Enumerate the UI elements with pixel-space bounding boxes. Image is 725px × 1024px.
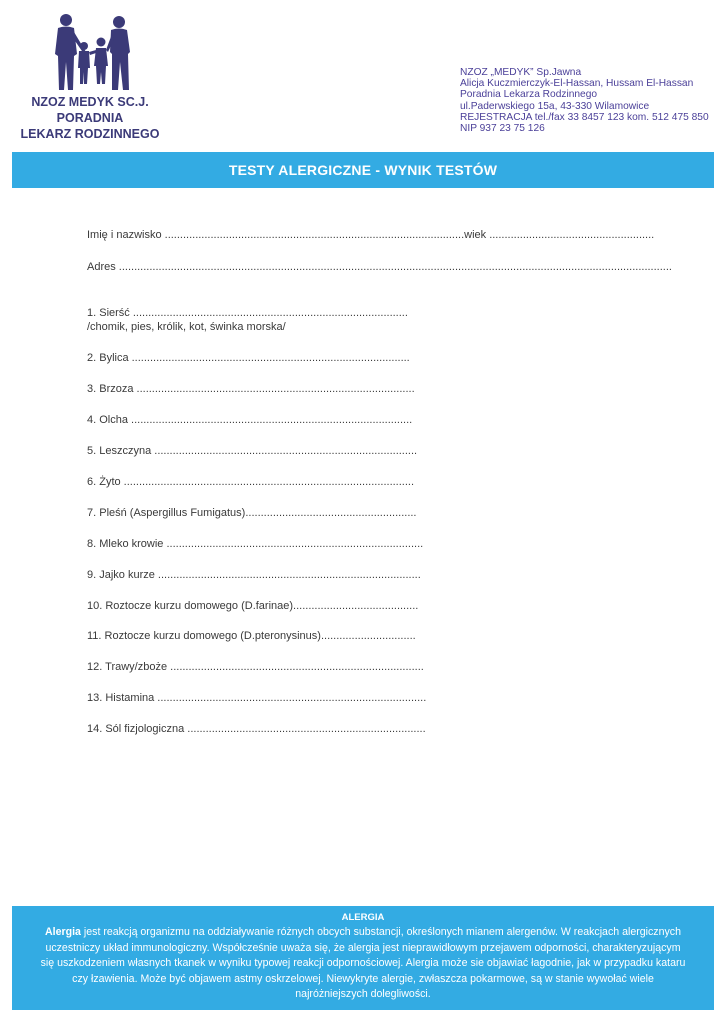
test-item-10[interactable]: 10. Roztocze kurzu domowego (D.farinae).........................................: [87, 600, 419, 612]
allergy-line-4: czy łzawienia. Może być objawem astmy oskrzelowej. Niewykryte alergie, zwłaszcza pokarmowe, są w stanie wywołać wiele: [72, 972, 654, 985]
title-bar: [12, 152, 714, 188]
test-item-9[interactable]: 9. Jajko kurze ......................................................................................: [87, 569, 421, 581]
clinic-name-line-2: PORADNIA: [56, 111, 124, 125]
contact-address: ul.Paderwskiego 15a, 43-330 Wilamowice: [460, 100, 650, 112]
allergy-line-3: się uszkodzeniem własnych tkanek w wyniku typowej reakcji odpornościowej. Alergia może sie objawiać łagodnie, jak w przypadku kataru: [40, 957, 686, 969]
contact-block: [460, 67, 709, 134]
test-item-1[interactable]: [87, 307, 408, 333]
test-item-4[interactable]: 4. Olcha ............................................................................................: [87, 414, 413, 426]
test-item-5[interactable]: 5. Leszczyna ......................................................................................: [87, 445, 418, 457]
page-title: TESTY ALERGICZNE - WYNIK TESTÓW: [228, 162, 498, 178]
allergy-info-box: [12, 906, 714, 1010]
test-item-3[interactable]: 3. Brzoza ...........................................................................................: [87, 383, 415, 395]
test-item-6[interactable]: 6. Żyto ...............................................................................................: [87, 476, 415, 488]
contact-owners: Alicja Kuczmierczyk-El-Hassan, Hussam El-Hassan: [460, 78, 694, 90]
allergy-line-1: jest reakcją organizmu na oddziaływanie różnych obcych substancji, określonych mianem alergenów. W reakcjach alergicznych: [80, 926, 681, 938]
clinic-name: [20, 94, 160, 142]
test-item-2[interactable]: 2. Bylica ...........................................................................................: [87, 352, 410, 364]
test-item-label: 1. Sierść ..........................................................................................: [87, 307, 408, 319]
test-item-11[interactable]: 11. Roztocze kurzu domowego (D.pteronysinus)...............................: [87, 630, 416, 642]
test-item-12[interactable]: 12. Trawy/zboże ...................................................................................: [87, 661, 424, 673]
test-item-8[interactable]: 8. Mleko krowie ....................................................................................: [87, 538, 424, 550]
contact-phone: REJESTRACJA tel./fax 33 8457 123 kom. 512 475 850: [460, 111, 709, 123]
test-item-7[interactable]: 7. Pleśń (Aspergillus Fumigatus)........................................................: [87, 507, 417, 519]
contact-company: NZOZ „MEDYK” Sp.Jawna: [460, 67, 582, 78]
allergy-description: [22, 925, 704, 1003]
contact-nip: NIP 937 23 75 126: [460, 123, 545, 135]
clinic-name-line-1: NZOZ MEDYK SC.J.: [31, 95, 149, 109]
allergy-line-5: najróżniejszych dolegliwości.: [295, 988, 431, 1000]
name-age-field[interactable]: Imię i nazwisko ..................................................................................................wiek ......................................................: [87, 229, 655, 241]
test-item-14[interactable]: 14. Sól fizjologiczna ..............................................................................: [87, 723, 426, 735]
allergy-heading: ALERGIA: [341, 912, 385, 923]
test-item-sublabel: /chomik, pies, królik, kot, świnka morska/: [87, 321, 286, 333]
contact-clinic: Poradnia Lekarza Rodzinnego: [460, 89, 598, 101]
allergy-line-2: uczestniczy układ immunologiczny. Współcześnie uważa się, że alergia jest nieprawidłowym przejawem odporności, charakteryzującym: [45, 941, 681, 954]
clinic-name-line-3: LEKARZ RODZINNEGO: [20, 127, 160, 141]
family-silhouette-icon: [44, 12, 136, 92]
address-field[interactable]: Adres .....................................................................................................................................................................................: [87, 261, 672, 273]
allergy-lead-word: Alergia: [45, 926, 81, 938]
test-item-13[interactable]: 13. Histamina ........................................................................................: [87, 692, 427, 704]
